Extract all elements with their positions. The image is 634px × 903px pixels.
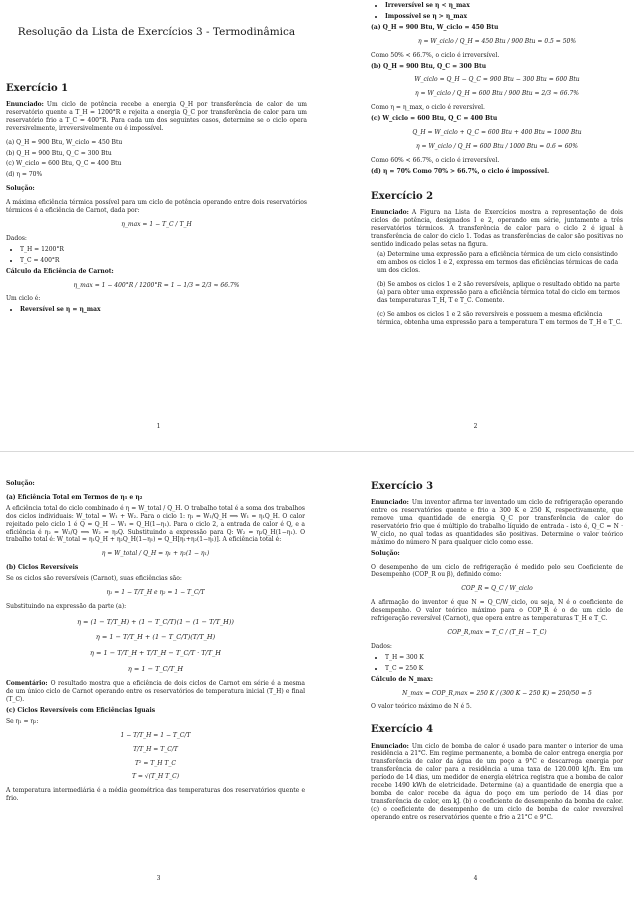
data-label: Dados: <box>371 642 392 650</box>
case-d-line: (d) η = 70% Como 70% > 66.7%, o ciclo é impossível. <box>371 167 550 175</box>
data-list <box>371 654 623 673</box>
ex1-cases <box>6 139 307 180</box>
case-b-work-equation: W_ciclo = Q_H − Q_C = 900 Btu − 300 Btu = 600 Btu <box>414 76 580 84</box>
ex2-statement: Enunciado: A Figura na Lista de Exercícios mostra a representação de dois ciclos de potência, designados I e 2, operando em série, juntamente a três reservatórios térmicos. A transferência de calor para o ciclo 2 é igual à transferência de calor do ciclo 1. Todas as transferências de calor são positivas no sentido indicado pelas setas na figura. <box>371 208 623 248</box>
carnot-calc-equation: η_max = 1 − 400°R / 1200°R = 1 − 1/3 = 2/3 ≈ 66.7% <box>73 281 240 289</box>
part-b-eq-step1: η = (1 − T/T_H) + (1 − T_C/T)(1 − (1 − T/T_H)) <box>77 617 234 626</box>
ex2-item-c: (c) Se ambos os ciclos 1 e 2 são reversíveis e possuem a mesma eficiência térmica, obtenha uma expressão para a temperatura T em termos de T_H e T_C. <box>377 310 623 326</box>
case-a-equation: η = W_ciclo / Q_H = 450 Btu / 900 Btu = 0.5 = 50% <box>417 37 577 45</box>
data-label: Dados: <box>6 234 27 242</box>
cycle-is-label: Um ciclo é: <box>6 295 41 303</box>
page-2 <box>317 0 634 451</box>
ex3-statement: Enunciado: Um inventor afirma ter inventado um ciclo de refrigeração operando entre os reservatórios quente e frio a 300 K e 250 K, respectivamente, que remove uma quantidade de energia Q_C por transferência de calor do reservatório frio que é múltiplo do trabalho líquido de entrada - isto é, Q_C = N · W_ciclo, no qual todas as quantidades são positivas. Determine o valor teórico máximo do número N para qualquer ciclo como esse. <box>371 499 623 546</box>
cycle-conditions <box>6 306 307 314</box>
comment: Comentário: O resultado mostra que a eficiência de dois ciclos de Carnot em série é a mesma de um único ciclo de Carnot operando entre os reservatórios de temperatura inicial (T_H) e final (T_C). <box>6 680 305 703</box>
case-c-heading: (c) W_ciclo = 600 Btu, Q_C = 400 Btu <box>371 115 498 123</box>
solution-label: Solução: <box>6 185 35 193</box>
page-4 <box>317 452 634 903</box>
case-a-heading: (a) Q_H = 900 Btu, W_ciclo = 450 Btu <box>371 23 499 31</box>
ex1-statement: Enunciado: Um ciclo de potência recebe a energia Q_H por transferência de calor de um reservatório quente a T_H = 1200°R e rejeita a energia Q_C por transferência de calor para um reservatório frio a T_C = 400°R. Para cada um dos seguintes casos, determine se o ciclo opera reversivelmente, irreversivelmente ou é impossível. <box>6 101 307 132</box>
ex3-claim-text: A afirmação do inventor é que N = Q_C/W_ciclo, ou seja, N é o coeficiente de desempenho. O valor teórico máximo para o COP_R é o de um ciclo de refrigeração reversível (Carnot), que opera entre as temperaturas T_H e T_C. <box>371 599 623 623</box>
case-b-heading: (b) Q_H = 900 Btu, Q_C = 300 Btu <box>371 62 487 70</box>
page-1 <box>0 0 317 451</box>
cop-definition: COP_R = Q_C / W_ciclo <box>461 585 533 593</box>
page-3 <box>0 452 317 903</box>
part-b-eq-result: η = 1 − T_C/T_H <box>127 664 184 673</box>
case-b-conclusion: Como η = η_max, o ciclo é reversível. <box>371 104 485 112</box>
ex3-intro: O desempenho de um ciclo de refrigeração é medido pelo seu Coeficiente de Desempenho (COP_R ou β), definido como: <box>371 563 623 579</box>
part-b-efficiencies: η₁ = 1 − T/T_H e η₂ = 1 − T_C/T <box>106 589 205 597</box>
solution-label: Solução: <box>6 480 35 487</box>
reversible-condition: • Reversível se η = η_max <box>20 306 307 314</box>
cop-max-equation: COP_R,max = T_C / (T_H − T_C) <box>447 628 547 636</box>
case-a: (a) Q_H = 900 Btu, W_ciclo = 450 Btu <box>6 138 123 146</box>
page-number: 3 <box>156 875 161 883</box>
part-b-heading: (b) Ciclos Reversíveis <box>6 564 79 572</box>
data-item: • T_H = 1200°R <box>20 246 307 254</box>
part-a-equation: η = W_total / Q_H = η₁ + η₂(1 − η₁) <box>101 550 210 558</box>
case-c-eff-equation: η = W_ciclo / Q_H = 600 Btu / 1000 Btu = 0.6 = 60% <box>416 142 578 150</box>
part-c-conclusion: A temperatura intermediária é a média geométrica das temperaturas dos reservatórios quente e frio. <box>6 787 305 803</box>
case-b: (b) Q_H = 900 Btu, Q_C = 300 Btu <box>6 149 112 157</box>
impossible-condition: • Impossível se η > η_max <box>385 13 623 21</box>
part-a-heading: (a) Eficiência Total em Termos de η₁ e η₂ <box>6 493 143 501</box>
case-d: (d) η = 70% <box>6 171 43 179</box>
ex3-conclusion: O valor teórico máximo de N é 5. <box>371 703 472 711</box>
part-c-eq-step2: T/T_H = T_C/T <box>133 745 178 753</box>
exercise-1-heading: Exercício 1 <box>6 82 69 94</box>
part-c-heading: (c) Ciclos Reversíveis com Eficiências Iguais <box>6 706 156 714</box>
part-c-eq-step3: T² = T_H T_C <box>135 759 176 767</box>
part-a-text: A eficiência total do ciclo combinado é η = W_total / Q_H. O trabalho total é a soma dos trabalhos dos ciclos individuais: W_total = W₁ + W₂. Para o ciclo 1: η₁ = W₁/Q_H ⟹ W₁ = η₁Q_H. O calor rejeitado pelo ciclo 1 é Q = Q_H − W₁ = Q_H(1−η₁). Para o ciclo 2, a entrada de calor é Q, e a eficiência é η₂ = W₂/Q ⟹ W₂ = η₂Q. Substituindo a expressão para Q: W₂ = η₂Q_H(1−η₁). O trabalho total é: W_total = η₁Q_H + η₂Q_H(1−η₁) = Q_H[η₁+η₂(1−η₁)]. A eficiência total é: <box>6 504 305 544</box>
case-b-eff-equation: η = W_ciclo / Q_H = 600 Btu / 900 Btu = 2/3 ≈ 66.7% <box>415 90 579 98</box>
calc-label: Cálculo de N_max: <box>371 675 433 683</box>
part-b-eq-step2: η = 1 − T/T_H + (1 − T_C/T)(T/T_H) <box>95 633 216 642</box>
case-a-conclusion: Como 50% < 66.7%, o ciclo é irreversível. <box>371 51 500 59</box>
data-item: • T_C = 250 K <box>385 665 623 673</box>
data-item: • T_C = 400°R <box>20 257 307 265</box>
data-list <box>6 246 307 265</box>
page-number: 4 <box>473 875 478 883</box>
irreversible-condition: • Irreversível se η < η_max <box>385 2 623 10</box>
case-c-conclusion: Como 60% < 66.7%, o ciclo é irreversível. <box>371 156 500 164</box>
page-number: 1 <box>156 423 161 431</box>
data-item: • T_H = 300 K <box>385 654 623 662</box>
exercise-3-heading: Exercício 3 <box>371 481 434 492</box>
carnot-intro: A máxima eficiência térmica possível para um ciclo de potência operando entre dois reservatórios térmicos é a eficiência de Carnot, dada por: <box>6 199 307 215</box>
part-b-text: Se os ciclos são reversíveis (Carnot), suas eficiências são: <box>6 575 182 583</box>
case-c-heat-equation: Q_H = W_ciclo + Q_C = 600 Btu + 400 Btu = 1000 Btu <box>412 129 582 137</box>
ex4-statement: Enunciado: Um ciclo de bomba de calor é usado para manter o interior de uma residência a 21°C. Em regime permanente, a bomba de calor entrega energia por transferência de calor da água de um poço a 9°C e descarrega energia por transferência de calor para a residência a uma taxa de 120.000 kJ/h. Em um período de 14 dias, um medidor de energia elétrica registra que a bomba de calor recebe 1490 kWh de eletricidade. Determine (a) a quantidade de energia que a bomba de calor recebe da água do poço em um período de 14 dias por transferência de calor, em kJ. (b) o coeficiente de desempenho da bomba de calor. (c) o coeficiente de desempenho de um ciclo de bomba de calor reversível operando entre os reservatórios quente e frio a 21°C e 9°C. <box>371 742 623 821</box>
carnot-equation: η_max = 1 − T_C / T_H <box>121 221 192 229</box>
calc-label: Cálculo da Eficiência de Carnot: <box>6 267 114 275</box>
ex2-items <box>371 251 623 326</box>
part-c-text: Se η₁ = η₂: <box>6 717 39 725</box>
ex2-item-a: (a) Determine uma expressão para a eficiência térmica de um ciclo consistindo em ambos os ciclos 1 e 2, expressa em termos das eficiências térmicas de cada um dos ciclos. <box>377 251 619 275</box>
part-c-eq-step1: 1 − T/T_H = 1 − T_C/T <box>120 731 191 739</box>
page-number: 2 <box>473 423 478 431</box>
exercise-2-heading: Exercício 2 <box>371 190 434 202</box>
exercise-4-heading: Exercício 4 <box>371 724 434 736</box>
case-c: (c) W_ciclo = 600 Btu, Q_C = 400 Btu <box>6 160 122 168</box>
part-b-eq-step3: η = 1 − T/T_H + T/T_H − T_C/T · T/T_H <box>90 649 221 658</box>
n-max-equation: N_max = COP_R,max = 250 K / (300 K − 250 K) = 250/50 = 5 <box>402 689 592 697</box>
part-c-eq-result: T = √(T_H T_C) <box>131 773 180 781</box>
solution-label: Solução: <box>371 549 400 557</box>
cycle-conditions-cont <box>371 2 623 21</box>
document-title: Resolução da Lista de Exercícios 3 - Termodinâmica <box>17 26 296 38</box>
ex2-item-b: (b) Se ambos os ciclos 1 e 2 são reversíveis, aplique o resultado obtido na parte (a) para obter uma expressão para a eficiência térmica total do ciclo em termos das temperaturas T_H, T e T_C. Comente. <box>377 281 620 304</box>
part-b-substitution: Substituindo na expressão da parte (a): <box>6 602 127 610</box>
